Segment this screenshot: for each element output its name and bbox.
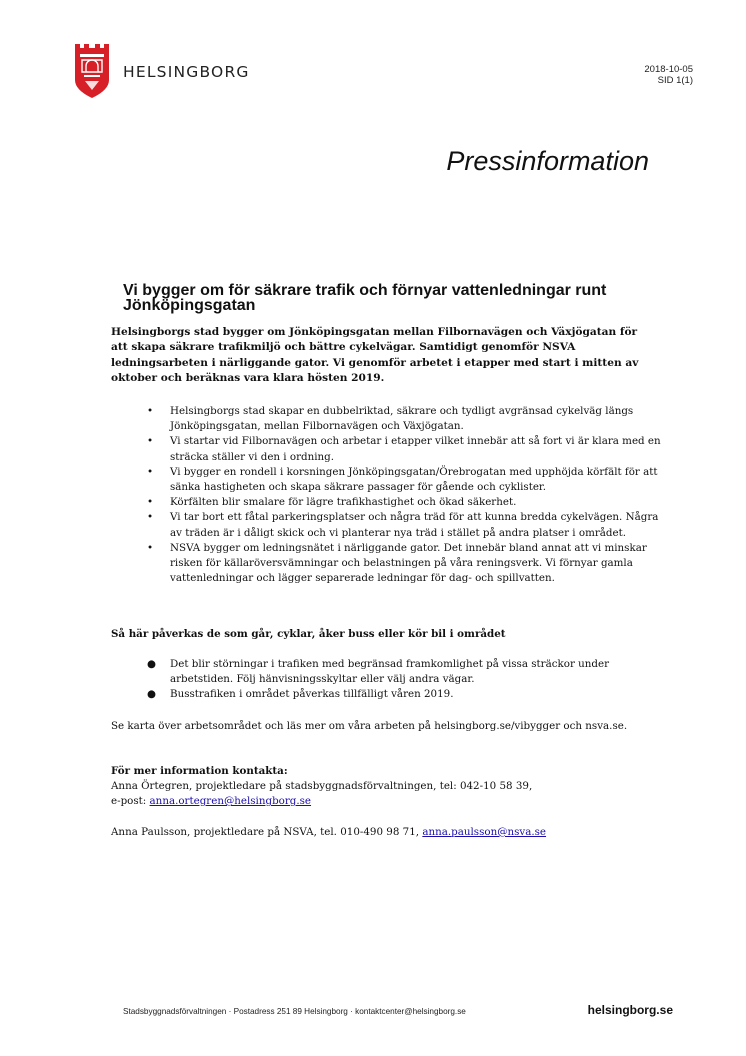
bullet-icon: •	[147, 541, 154, 554]
document-date: 2018-10-05	[644, 64, 693, 75]
contact-person-2	[111, 825, 671, 840]
list-item: • Helsingborgs stad skapar en dubbelriktad, säkrare och tydligt avgränsad cykelväg längs Jönköpingsgatan, mellan Filbornavägen och Växjögatan.	[147, 405, 634, 433]
contact-2-details: Anna Paulsson, projektledare på NSVA, tel. 010-490 98 71,	[111, 826, 420, 838]
page-number: SID 1(1)	[657, 75, 693, 86]
contact-heading: För mer information kontakta:	[111, 765, 288, 777]
document-meta	[644, 64, 693, 86]
impact-list	[147, 657, 670, 703]
lead-paragraph: Helsingborgs stad bygger om Jönköpingsgatan mellan Filbornavägen och Växjögatan för att skapa säkrare trafikmiljö och bättre cykelvägar. Samtidigt genomför NSVA ledningsarbeten i närliggande gator. Vi genomför arbetet i etapper med start i mitten av oktober och beräknas vara klara hösten 2019.	[111, 326, 639, 384]
email-link-1[interactable]: anna.ortegren@helsingborg.se	[149, 795, 312, 808]
facts-list	[147, 404, 670, 586]
helsingborg-logo	[74, 44, 110, 98]
list-item: • Vi startar vid Filbornavägen och arbetar i etapper vilket innebär att så fort vi är klara med en sträcka ställer vi den i ordning.	[147, 435, 661, 463]
contact-person-1	[111, 779, 671, 809]
bullet-icon: •	[147, 435, 154, 448]
bullet-icon: •	[147, 511, 154, 524]
document-type: Pressinformation	[446, 146, 649, 176]
list-item: ● Det blir störningar i trafiken med begränsad framkomlighet på vissa sträckor under arbetstiden. Följ hänvisningsskyltar eller välj andra vägar.	[147, 658, 610, 686]
bullet-icon: •	[147, 496, 154, 509]
contact-1-email-line: e-post: anna.ortegren@helsingborg.se	[111, 795, 312, 808]
footer-site: helsingborg.se	[587, 1003, 673, 1017]
contact-1-details: Anna Örtegren, projektledare på stadsbyggnadsförvaltningen, tel: 042-10 58 39,	[111, 780, 533, 792]
list-item: • Körfälten blir smalare för lägre trafikhastighet och ökad säkerhet.	[170, 495, 670, 510]
bullet-icon: •	[147, 465, 154, 478]
see-more-text: Se karta över arbetsområdet och läs mer om våra arbeten på helsingborg.se/vibygger och nsva.se.	[111, 720, 628, 732]
section-heading: Så här påverkas de som går, cyklar, åker buss eller kör bil i området	[111, 628, 506, 640]
brand-name: HELSINGBORG	[123, 63, 250, 81]
headline: Vi bygger om för säkrare trafik och förnyar vattenledningar runt Jönköpingsgatan	[123, 282, 607, 314]
list-item: • Vi bygger en rondell i korsningen Jönköpingsgatan/Örebrogatan med upphöjda körfält för att sänka hastigheten och skapa säkrare passager för gående och cyklister.	[147, 465, 658, 494]
email-link-2[interactable]: anna.paulsson@nsva.se	[422, 826, 547, 838]
list-item: ● Busstrafiken i området påverkas tillfälligt våren 2019.	[170, 687, 670, 702]
bullet-icon: ●	[147, 688, 156, 701]
footer-address: Stadsbyggnadsförvaltningen · Postadress 251 89 Helsingborg · kontaktcenter@helsingborg.se	[123, 1007, 466, 1016]
bullet-icon: ●	[147, 658, 156, 670]
list-item: • NSVA bygger om ledningsnätet i närliggande gator. Det innebär bland annat att vi minskar risken för källaröversvämningar och belastningen på våra reningsverk. Vi förnyar gamla vattenledningar och lägger separerade ledningar för dag- och spillvatten.	[147, 541, 647, 585]
list-item: • Vi tar bort ett fåtal parkeringsplatser och några träd för att kunna bredda cykelvägen. Några av träden är i dåligt skick och vi planterar nya träd i stället på andra platser i området.	[147, 511, 659, 539]
bullet-icon: •	[147, 405, 154, 417]
